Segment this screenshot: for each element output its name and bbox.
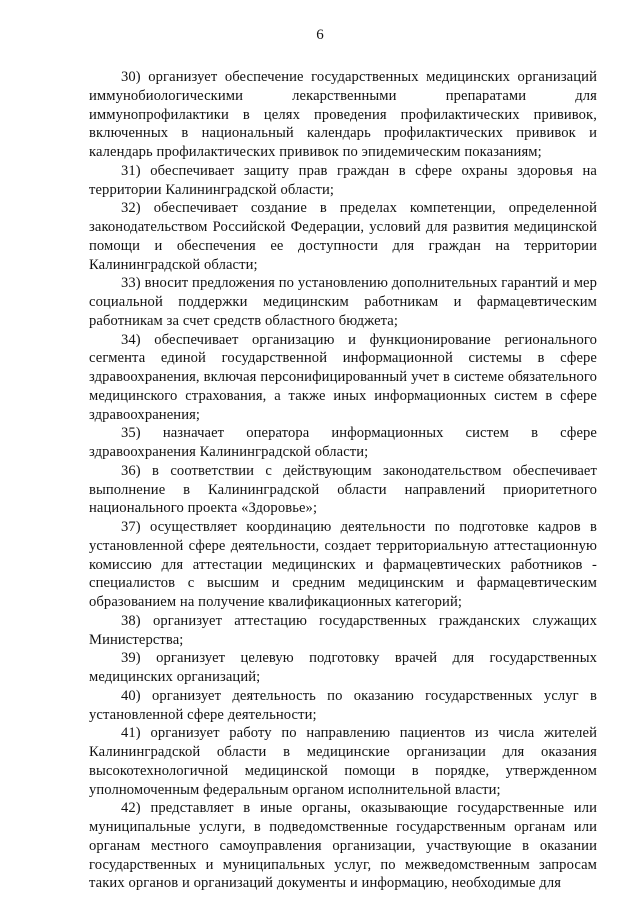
paragraph-item-33: 33) вносит предложения по установлению дополнительных гарантий и мер социальной поддержки медицинским работникам и фармацевтическим работникам за счет средств областного бюджета;	[89, 275, 597, 329]
paragraph-item-38: 38) организует аттестацию государственных гражданских служащих Министерства;	[89, 612, 597, 648]
paragraph-item-36: 36) в соответствии с действующим законодательством обеспечивает выполнение в Калининградской области направлений приоритетного национального проекта «Здоровье»;	[89, 462, 597, 517]
paragraph-item-40: 40) организует деятельность по оказанию государственных услуг в установленной сфере деятельности;	[89, 687, 597, 723]
paragraph-item-37: 37) осуществляет координацию деятельности по подготовке кадров в установленной сфере деятельности, создает территориальную аттестационную комиссию для аттестации медицинских и фармацевтических работников - специалистов с высшим и средним медицинским и фармацевтическим образованием на получение квалификационных категорий;	[89, 519, 597, 610]
paragraph-item-35: 35) назначает оператора информационных систем в сфере здравоохранения Калининградской области;	[89, 425, 597, 460]
paragraph-item-34: 34) обеспечивает организацию и функционирование регионального сегмента единой государственной информационной системы в сфере здравоохранения, включая персонифицированный учет в системе обязательного медицинского страхования, а также иных информационных систем в сфере здравоохранения;	[89, 331, 597, 423]
page-number: 6	[316, 27, 324, 43]
paragraph-item-30: 30) организует обеспечение государственных медицинских организаций иммунобиологическими лекарственными препаратами для иммунопрофилактики в целях проведения профилактических прививок, включенных в национальный календарь профилактических прививок и календарь профилактических прививок по эпидемическим показаниям;	[89, 69, 597, 160]
paragraph-item-41: 41) организует работу по направлению пациентов из числа жителей Калининградской области в медицинские организации для оказания высокотехнологичной медицинской помощи в порядке, утвержденном уполномоченным федеральным органом исполнительной власти;	[89, 725, 597, 798]
paragraph-item-42: 42) представляет в иные органы, оказывающие государственные или муниципальные услуги, в подведомственные государственным органам или органам местного самоуправления организации, участвующие в оказании государственных и муниципальных услуг, по межведомственным запросам таких органов и организаций документы и информацию, необходимые для	[89, 800, 597, 892]
paragraph-item-39: 39) организует целевую подготовку врачей для государственных медицинских организаций;	[89, 650, 597, 685]
document-body	[89, 68, 597, 893]
paragraph-item-32: 32) обеспечивает создание в пределах компетенции, определенной законодательством Российской Федерации, условий для развития медицинской помощи и обеспечения ее доступности для граждан на территории Калининградской области;	[89, 200, 597, 273]
paragraph-item-31: 31) обеспечивает защиту прав граждан в сфере охраны здоровья на территории Калининградской области;	[89, 162, 597, 198]
